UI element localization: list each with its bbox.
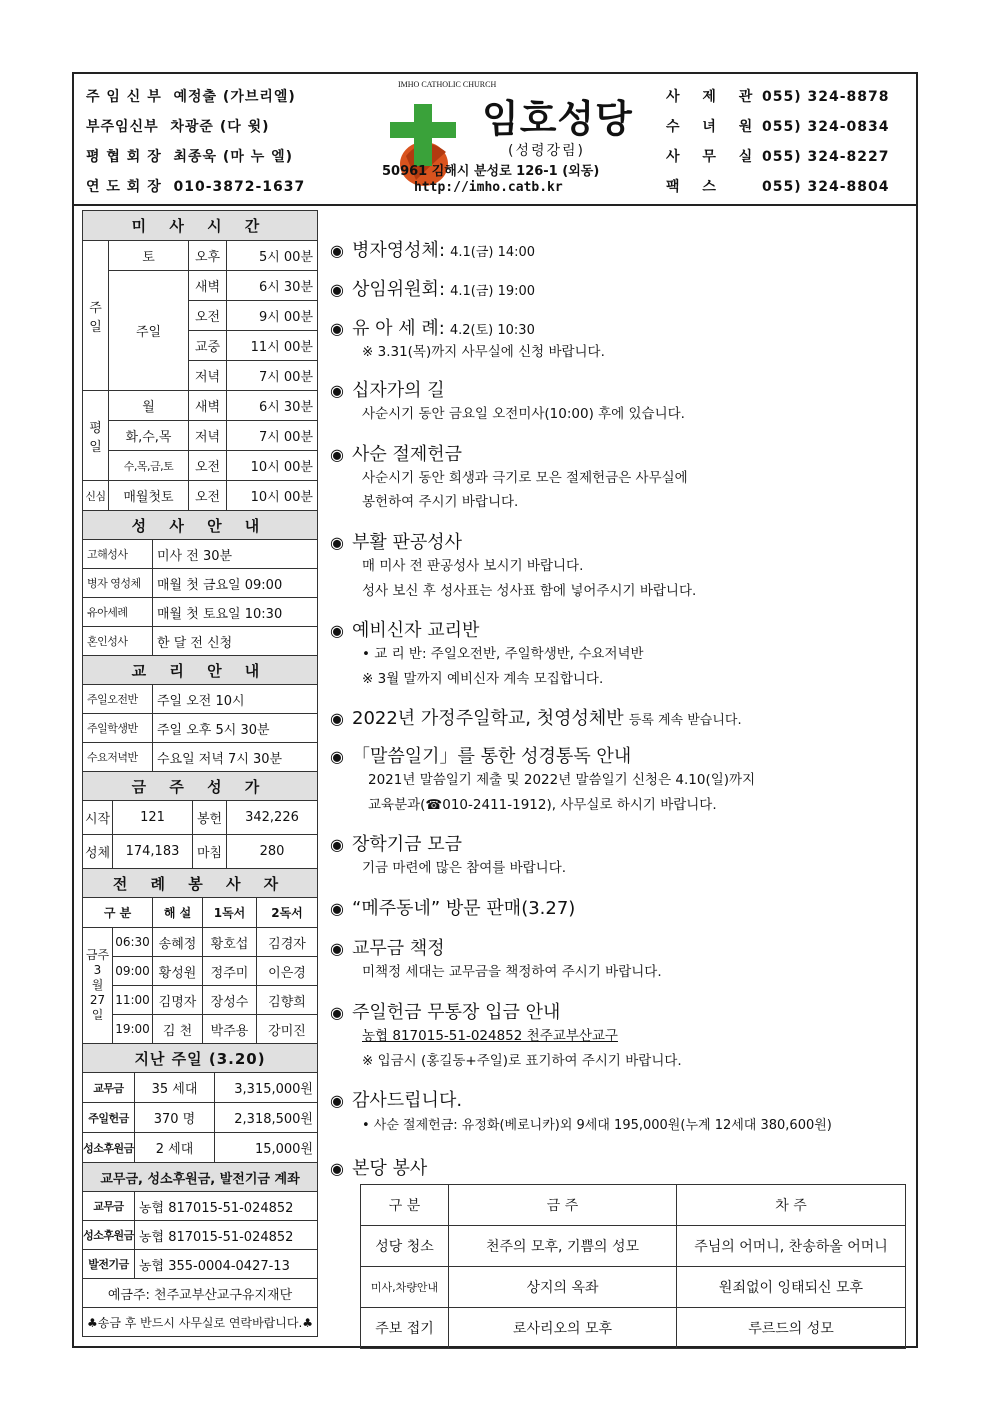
mass-period: 오전 <box>189 301 227 331</box>
mass-time: 7시 00분 <box>227 421 318 451</box>
bullet-icon: ◉ <box>330 445 344 464</box>
mass-period: 교중 <box>189 331 227 361</box>
service-key: 주보 접기 <box>361 1308 449 1349</box>
sacrament-key: 병자 영성체 <box>83 569 153 598</box>
catechism-value: 주일 오후 5시 30분 <box>153 714 318 743</box>
announcement-item <box>330 236 535 262</box>
servers-header: 해 설 <box>153 898 203 928</box>
catechism-value: 수요일 저녁 7시 30분 <box>153 743 318 772</box>
offering-count: 35 세대 <box>135 1073 215 1103</box>
server-name: 박주용 <box>203 1015 257 1044</box>
servers-date-label: 금주 3 월 27 일 <box>83 928 113 1044</box>
account-key: 교무금 <box>83 1192 135 1221</box>
offering-key: 교무금 <box>83 1073 135 1103</box>
server-time: 06:30 <box>113 928 153 957</box>
server-name: 김향희 <box>257 986 318 1015</box>
announcement-title: 장학기금 모금 <box>352 834 463 855</box>
header-staff-row: 평 협 회 장 최종욱 (마 누 엘) <box>86 149 294 165</box>
header-staff-row: 주 임 신 부 예정출 (가브리엘) <box>86 89 296 105</box>
sacrament-value: 매월 첫 금요일 09:00 <box>153 569 318 598</box>
mass-period: 오후 <box>189 241 227 271</box>
announcement-title: 2022년 가정주일학교, 첫영성체반 <box>352 708 624 729</box>
service-next-week: 주님의 어머니, 찬송하올 어머니 <box>677 1226 906 1267</box>
announcement-title: 사순 절제헌금 <box>352 444 463 465</box>
bullet-icon: ◉ <box>330 899 344 918</box>
header-contact-row: 사 무 실055) 324-8227 <box>666 149 890 165</box>
announcement-title: 교무금 책정 <box>352 938 445 959</box>
hymn-title: 금 주 성 가 <box>83 772 318 801</box>
church-logo-block <box>372 80 658 202</box>
mass-time: 10시 00분 <box>227 481 318 511</box>
announcement-item <box>330 1154 427 1180</box>
hymn-number: 280 <box>227 835 318 869</box>
sacrament-value: 미사 전 30분 <box>153 540 318 569</box>
announcement-line: 봉헌하여 주시기 바랍니다. <box>362 494 519 510</box>
announcement-item <box>330 894 575 920</box>
catechism-value: 주일 오전 10시 <box>153 685 318 714</box>
announcement-detail: 4.1(금) 14:00 <box>450 245 536 260</box>
mass-schedule-table <box>82 210 318 511</box>
account-key: 성소후원금 <box>83 1221 135 1250</box>
mass-day: 토 <box>109 241 189 271</box>
servers-title: 전 례 봉 사 자 <box>83 869 318 898</box>
header-staff-list <box>86 82 348 202</box>
account-number: 농협 817015-51-024852 <box>135 1192 318 1221</box>
mass-day: 매월첫토 <box>109 481 189 511</box>
hymn-table <box>82 771 318 869</box>
server-name: 송혜정 <box>153 928 203 957</box>
announcement-item <box>330 830 462 856</box>
bullet-icon: ◉ <box>330 835 344 854</box>
servers-header: 구 분 <box>83 898 153 928</box>
announcement-title: 「말씀일기」를 통한 성경통독 안내 <box>352 746 632 767</box>
service-header: 차 주 <box>677 1185 906 1226</box>
sacrament-key: 고해성사 <box>83 540 153 569</box>
header-contact-row: 수 녀 원055) 324-0834 <box>666 119 890 135</box>
bullet-icon: ◉ <box>330 241 344 260</box>
bullet-icon: ◉ <box>330 381 344 400</box>
header-staff-row: 연 도 회 장 010-3872-1637 <box>86 179 306 195</box>
transfer-notice: ♣송금 후 반드시 사무실로 연락바랍니다.♣ <box>83 1308 318 1337</box>
announcement-detail: 등록 계속 받습니다. <box>628 713 742 728</box>
catechism-table <box>82 655 318 772</box>
bullet-icon: ◉ <box>330 280 344 299</box>
header-contact-row: 사 제 관055) 324-8878 <box>666 89 890 105</box>
hymn-number: 121 <box>113 801 193 835</box>
announcement-line: • 사순 절제헌금: 유정화(베로니카)외 9세대 195,000원(누계 12세대 380,600원) <box>362 1118 832 1133</box>
hymn-number: 174,183 <box>113 835 193 869</box>
mass-time: 5시 00분 <box>227 241 318 271</box>
servers-header: 2독서 <box>257 898 318 928</box>
account-number-link: 농협 817015-51-024852 천주교부산교구 <box>362 1028 618 1044</box>
announcement-title: 예비신자 교리반 <box>352 620 480 641</box>
server-name: 김 천 <box>153 1015 203 1044</box>
server-name: 김명자 <box>153 986 203 1015</box>
announcement-line: 기금 마련에 많은 참여를 바랍니다. <box>362 860 567 876</box>
bulletin-frame <box>72 72 918 1348</box>
server-name: 장성수 <box>203 986 257 1015</box>
announcement-title: 상임위원회: <box>352 279 446 300</box>
sacrament-table <box>82 510 318 656</box>
header <box>74 74 916 206</box>
service-this-week: 로사리오의 모후 <box>449 1308 677 1349</box>
mass-schedule-title: 미 사 시 간 <box>83 211 318 241</box>
announcement-item <box>330 376 445 402</box>
announcement-item <box>330 998 560 1024</box>
sacrament-title: 성 사 안 내 <box>83 511 318 540</box>
catechism-key: 수요저녁반 <box>83 743 153 772</box>
announcement-title: 병자영성체: <box>352 240 446 261</box>
mass-day: 주일 <box>109 271 189 391</box>
service-header: 금 주 <box>449 1185 677 1226</box>
service-header: 구 분 <box>361 1185 449 1226</box>
server-name: 강미진 <box>257 1015 318 1044</box>
hymn-key: 봉헌 <box>193 801 227 835</box>
announcement-item <box>330 275 535 301</box>
mass-day: 화,수,목 <box>109 421 189 451</box>
servers-table <box>82 868 318 1044</box>
bullet-icon: ◉ <box>330 939 344 958</box>
sunday-group-label: 주 일 <box>83 241 109 391</box>
account-number: 농협 817015-51-024852 <box>135 1221 318 1250</box>
service-key: 미사,차량안내 <box>361 1267 449 1308</box>
announcement-item <box>330 314 535 340</box>
sacrament-value: 한 달 전 신청 <box>153 627 318 656</box>
hymn-key: 성체 <box>83 835 113 869</box>
announcement-line: ※ 3월 말까지 예비신자 계속 모집합니다. <box>362 671 604 687</box>
announcement-detail: 4.1(금) 19:00 <box>450 284 536 299</box>
offering-key: 성소후원금 <box>83 1133 135 1163</box>
server-name: 이은경 <box>257 957 318 986</box>
service-duty-table <box>360 1184 906 1349</box>
offering-key: 주일헌금 <box>83 1103 135 1133</box>
server-name: 정주미 <box>203 957 257 986</box>
mass-day: 월 <box>109 391 189 421</box>
header-contact-list <box>666 82 916 202</box>
sacrament-value: 매월 첫 토요일 10:30 <box>153 598 318 627</box>
bullet-icon: ◉ <box>330 1159 344 1178</box>
announcement-title: “메주동네” 방문 판매(3.27) <box>352 898 576 919</box>
mass-time: 6시 30분 <box>227 271 318 301</box>
service-key: 성당 청소 <box>361 1226 449 1267</box>
announcement-title: 십자가의 길 <box>352 380 445 401</box>
accounts-title: 교무금, 성소후원금, 발전기금 계좌 <box>83 1163 318 1192</box>
announcement-title: 주일헌금 무통장 입금 안내 <box>352 1002 561 1023</box>
catechism-key: 주일오전반 <box>83 685 153 714</box>
announcement-line: 2021년 말씀일기 제출 및 2022년 말씀일기 신청은 4.10(일)까지 <box>368 772 756 788</box>
mass-time: 9시 00분 <box>227 301 318 331</box>
service-this-week: 상지의 옥좌 <box>449 1267 677 1308</box>
bullet-icon: ◉ <box>330 747 344 766</box>
announcement-line: ※ 입금시 (홍길동+주일)로 표기하여 주시기 바랍니다. <box>362 1053 682 1069</box>
church-address: 50961 김해시 분성로 126-1 (외동) <box>382 164 600 179</box>
catechism-title: 교 리 안 내 <box>83 656 318 685</box>
mass-period: 오전 <box>189 451 227 481</box>
mass-period: 저녁 <box>189 421 227 451</box>
mass-period: 새벽 <box>189 391 227 421</box>
announcement-item <box>330 528 462 554</box>
bullet-icon: ◉ <box>330 621 344 640</box>
hymn-number: 342,226 <box>227 801 318 835</box>
mass-time: 10시 00분 <box>227 451 318 481</box>
mass-period: 오전 <box>189 481 227 511</box>
offering-amount: 2,318,500원 <box>215 1103 318 1133</box>
church-url[interactable]: http://imho.catb.kr <box>414 180 563 195</box>
announcement-title: 유 아 세 례: <box>352 318 445 339</box>
announcement-line: 매 미사 전 판공성사 보시기 바랍니다. <box>362 558 584 574</box>
announcement-line: ※ 3.31(목)까지 사무실에 신청 바랍니다. <box>362 344 605 360</box>
offering-amount: 15,000원 <box>215 1133 318 1163</box>
last-week-title: 지난 주일 (3.20) <box>83 1044 318 1073</box>
announcement-item <box>330 704 742 730</box>
server-name: 황호섭 <box>203 928 257 957</box>
mass-period: 저녁 <box>189 361 227 391</box>
offering-count: 2 세대 <box>135 1133 215 1163</box>
hymn-key: 시작 <box>83 801 113 835</box>
church-english-name: IMHO CATHOLIC CHURCH <box>398 80 497 89</box>
service-this-week: 천주의 모후, 기쁨의 성모 <box>449 1226 677 1267</box>
offering-count: 370 명 <box>135 1103 215 1133</box>
announcement-detail: 4.2(토) 10:30 <box>449 323 535 338</box>
announcement-title: 감사드립니다. <box>352 1090 463 1111</box>
announcement-line: 교육분과(☎010-2411-1912), 사무실로 하시기 바랍니다. <box>368 797 717 813</box>
announcement-line: 사순시기 동안 희생과 극기로 모은 절제헌금은 사무실에 <box>362 470 688 486</box>
server-time: 11:00 <box>113 986 153 1015</box>
header-contact-row: 팩 스 055) 324-8804 <box>666 179 890 195</box>
hymn-key: 마침 <box>193 835 227 869</box>
weekday-group-label: 평 일 <box>83 391 109 481</box>
mass-day: 수,목,금,토 <box>109 451 189 481</box>
accounts-table <box>82 1162 318 1337</box>
announcement-item <box>330 742 631 768</box>
mass-time: 11시 00분 <box>227 331 318 361</box>
announcement-line: 사순시기 동안 금요일 오전미사(10:00) 후에 있습니다. <box>362 406 685 422</box>
announcement-item <box>330 1086 462 1112</box>
left-info-column <box>82 210 318 1337</box>
bullet-icon: ◉ <box>330 533 344 552</box>
server-time: 19:00 <box>113 1015 153 1044</box>
header-staff-row: 부주임신부 차광준 (다 윗) <box>86 119 270 135</box>
church-name: 임호성당 <box>482 97 633 141</box>
announcement-item <box>330 616 479 642</box>
offering-amount: 3,315,000원 <box>215 1073 318 1103</box>
announcement-title: 본당 봉사 <box>352 1158 428 1179</box>
server-name: 김경자 <box>257 928 318 957</box>
announcement-line: 미책정 세대는 교무금을 책정하여 주시기 바랍니다. <box>362 964 662 980</box>
mass-time: 7시 00분 <box>227 361 318 391</box>
announcement-item <box>330 440 462 466</box>
account-key: 발전기금 <box>83 1250 135 1279</box>
server-time: 09:00 <box>113 957 153 986</box>
mass-time: 6시 30분 <box>227 391 318 421</box>
catechism-key: 주일학생반 <box>83 714 153 743</box>
bullet-icon: ◉ <box>330 319 344 338</box>
service-next-week: 원죄없이 잉태되신 모후 <box>677 1267 906 1308</box>
announcement-title: 부활 판공성사 <box>352 532 463 553</box>
servers-header: 1독서 <box>203 898 257 928</box>
sacrament-key: 혼인성사 <box>83 627 153 656</box>
church-feast-subtitle: (성령강림) <box>508 143 586 159</box>
bullet-icon: ◉ <box>330 709 344 728</box>
server-name: 황성원 <box>153 957 203 986</box>
last-week-table <box>82 1043 318 1163</box>
account-number: 농협 355-0004-0427-13 <box>135 1250 318 1279</box>
service-next-week: 루르드의 성모 <box>677 1308 906 1349</box>
bullet-icon: ◉ <box>330 1091 344 1110</box>
sacrament-key: 유아세례 <box>83 598 153 627</box>
account-holder: 예금주: 천주교부산교구유지재단 <box>83 1279 318 1308</box>
bullet-icon: ◉ <box>330 1003 344 1022</box>
devotion-group-label: 신심 <box>83 481 109 511</box>
mass-period: 새벽 <box>189 271 227 301</box>
announcement-line: • 교 리 반: 주일오전반, 주일학생반, 수요저녁반 <box>362 646 644 662</box>
announcement-item <box>330 934 445 960</box>
announcement-line: 성사 보신 후 성사표는 성사표 함에 넣어주시기 바랍니다. <box>362 583 697 599</box>
